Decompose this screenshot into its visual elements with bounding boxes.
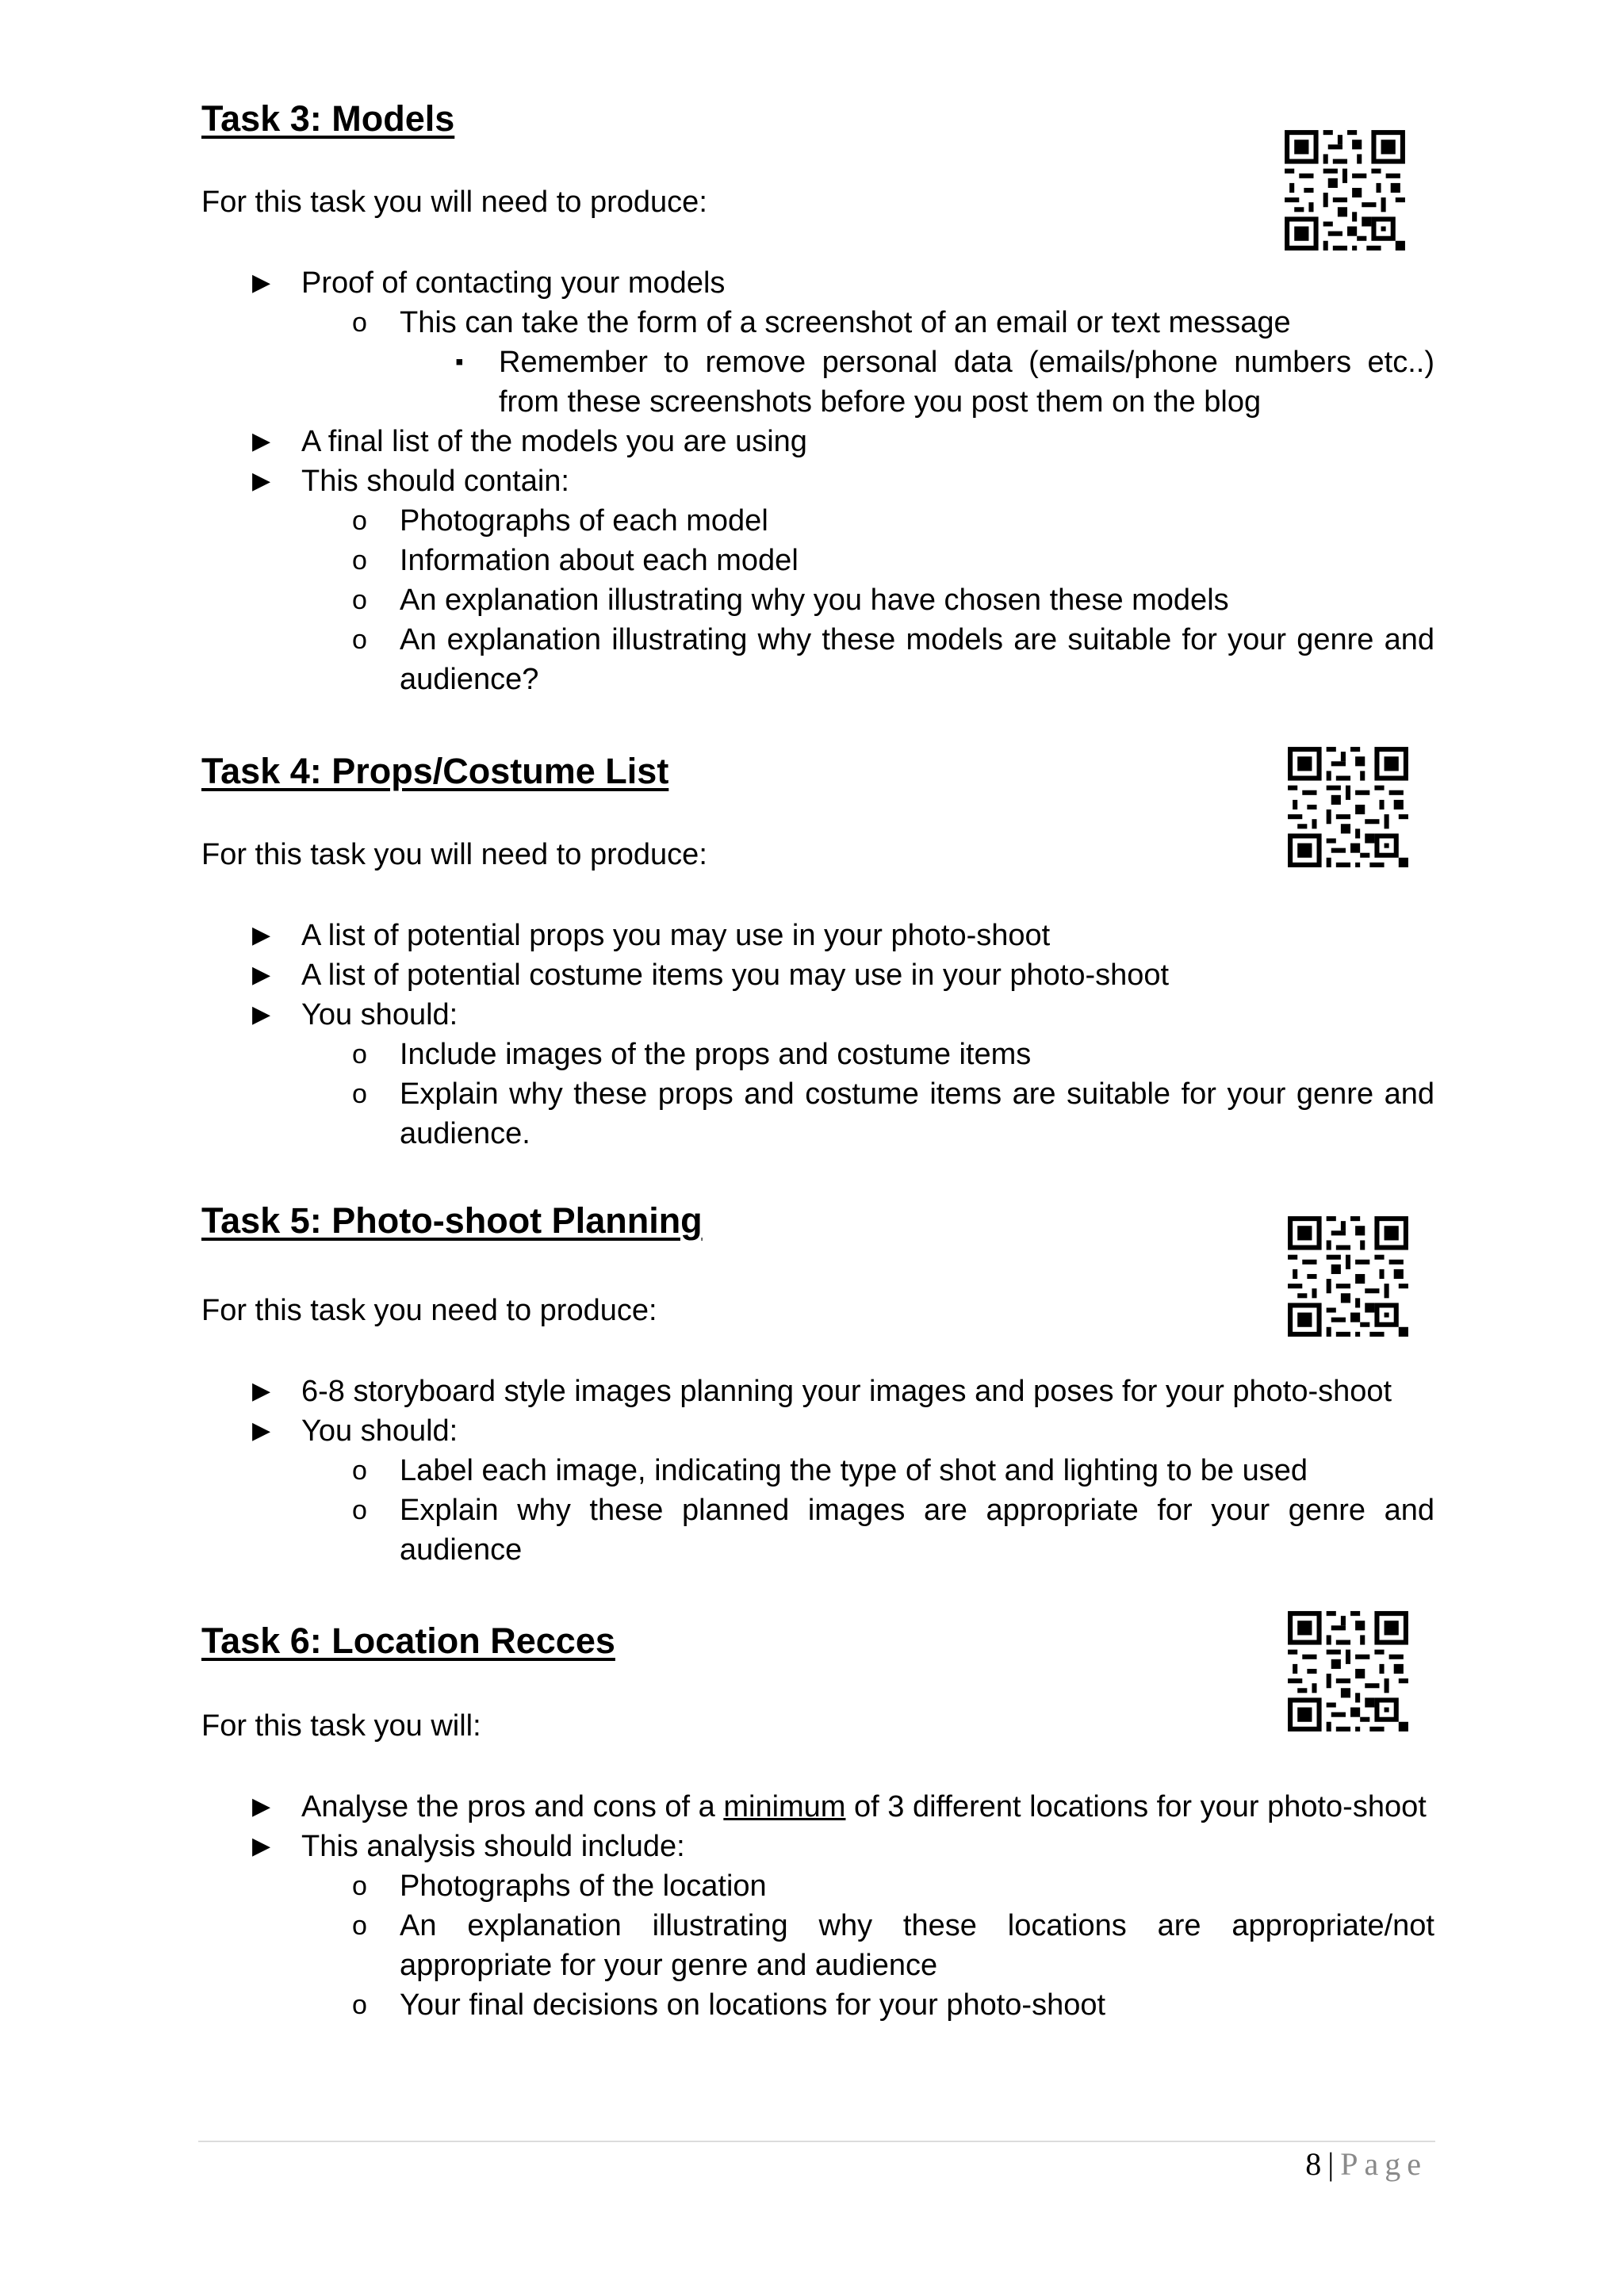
triangle-bullet-icon: ▶ — [252, 1793, 271, 1820]
circle-bullet-icon: o — [352, 308, 367, 338]
task-4-intro: For this task you will need to produce: — [201, 838, 707, 871]
task-4-list — [201, 916, 1434, 1154]
task-5-title: Task 5: Photo-shoot Planning — [201, 1200, 703, 1241]
triangle-bullet-icon: ▶ — [252, 1001, 271, 1027]
circle-bullet-icon: o — [352, 545, 367, 576]
list-item: ▶ You should: — [201, 995, 1434, 1035]
list-item: o Explain why these props and costume items are suitable for your genre and audience. — [201, 1074, 1434, 1154]
list-item: o Photographs of each model — [201, 501, 1434, 541]
footer-divider — [198, 2141, 1435, 2142]
task-6-list — [201, 1787, 1434, 2025]
circle-bullet-icon: o — [352, 506, 367, 536]
task-5-list — [201, 1372, 1434, 1570]
emphasis-minimum: minimum — [723, 1790, 846, 1823]
list-item: ▶ This should contain: — [201, 461, 1434, 501]
list-item: o Your final decisions on locations for your photo-shoot — [201, 1985, 1434, 2025]
page-footer — [1305, 2141, 1427, 2188]
qr-code-icon — [1280, 125, 1410, 255]
list-item: ▶ A final list of the models you are using — [201, 422, 1434, 461]
page-label: Page — [1340, 2146, 1427, 2182]
task-6-title: Task 6: Location Recces — [201, 1621, 615, 1661]
qr-code-icon — [1283, 1211, 1413, 1341]
triangle-bullet-icon: ▶ — [252, 1378, 271, 1404]
list-item: ▶ This analysis should include: — [201, 1827, 1434, 1866]
triangle-bullet-icon: ▶ — [252, 468, 271, 494]
triangle-bullet-icon: ▶ — [252, 1418, 271, 1444]
qr-code-icon — [1283, 1606, 1413, 1736]
list-item: ▶ Proof of contacting your models — [201, 263, 1434, 303]
list-item: ▶ You should: — [201, 1411, 1434, 1451]
list-item: o Label each image, indicating the type of shot and lighting to be used — [201, 1451, 1434, 1490]
list-item: ▶ Analyse the pros and cons of a minimum of 3 different locations for your photo-shoot — [201, 1787, 1434, 1827]
page-number: 8 — [1305, 2146, 1322, 2182]
list-item: ▶ A list of potential props you may use in your photo-shoot — [201, 916, 1434, 955]
task-6-intro: For this task you will: — [201, 1709, 481, 1743]
list-item: ▶ 6-8 storyboard style images planning your images and poses for your photo-shoot — [201, 1372, 1434, 1411]
circle-bullet-icon: o — [352, 625, 367, 655]
list-item: o Information about each model — [201, 541, 1434, 580]
list-item: o Include images of the props and costume items — [201, 1035, 1434, 1074]
task-3-list — [201, 263, 1434, 699]
circle-bullet-icon: o — [352, 585, 367, 615]
page-separator: | — [1327, 2146, 1335, 2182]
list-item: ▪ Remember to remove personal data (emails/phone numbers etc..) from these screenshots before you post them on the blog — [201, 342, 1434, 422]
circle-bullet-icon: o — [352, 1871, 367, 1901]
triangle-bullet-icon: ▶ — [252, 922, 271, 948]
list-item: o This can take the form of a screenshot of an email or text message — [201, 303, 1434, 342]
circle-bullet-icon: o — [352, 1039, 367, 1070]
triangle-bullet-icon: ▶ — [252, 270, 271, 296]
task-3-title: Task 3: Models — [201, 98, 455, 139]
square-bullet-icon: ▪ — [455, 349, 464, 375]
list-item: o An explanation illustrating why these models are suitable for your genre and audience? — [201, 620, 1434, 699]
circle-bullet-icon: o — [352, 1990, 367, 2020]
qr-code-icon — [1283, 742, 1413, 872]
list-item: o An explanation illustrating why these locations are appropriate/not appropriate for your genre and audience — [201, 1906, 1434, 1985]
circle-bullet-icon: o — [352, 1456, 367, 1486]
circle-bullet-icon: o — [352, 1495, 367, 1525]
triangle-bullet-icon: ▶ — [252, 428, 271, 454]
list-item: o Photographs of the location — [201, 1866, 1434, 1906]
list-item: o An explanation illustrating why you have chosen these models — [201, 580, 1434, 620]
triangle-bullet-icon: ▶ — [252, 962, 271, 988]
task-5-intro: For this task you need to produce: — [201, 1294, 657, 1327]
list-item: o Explain why these planned images are appropriate for your genre and audience — [201, 1490, 1434, 1570]
triangle-bullet-icon: ▶ — [252, 1833, 271, 1859]
list-item: ▶ A list of potential costume items you may use in your photo-shoot — [201, 955, 1434, 995]
circle-bullet-icon: o — [352, 1911, 367, 1941]
task-4-title: Task 4: Props/Costume List — [201, 751, 669, 791]
task-3-intro: For this task you will need to produce: — [201, 186, 707, 219]
circle-bullet-icon: o — [352, 1079, 367, 1109]
